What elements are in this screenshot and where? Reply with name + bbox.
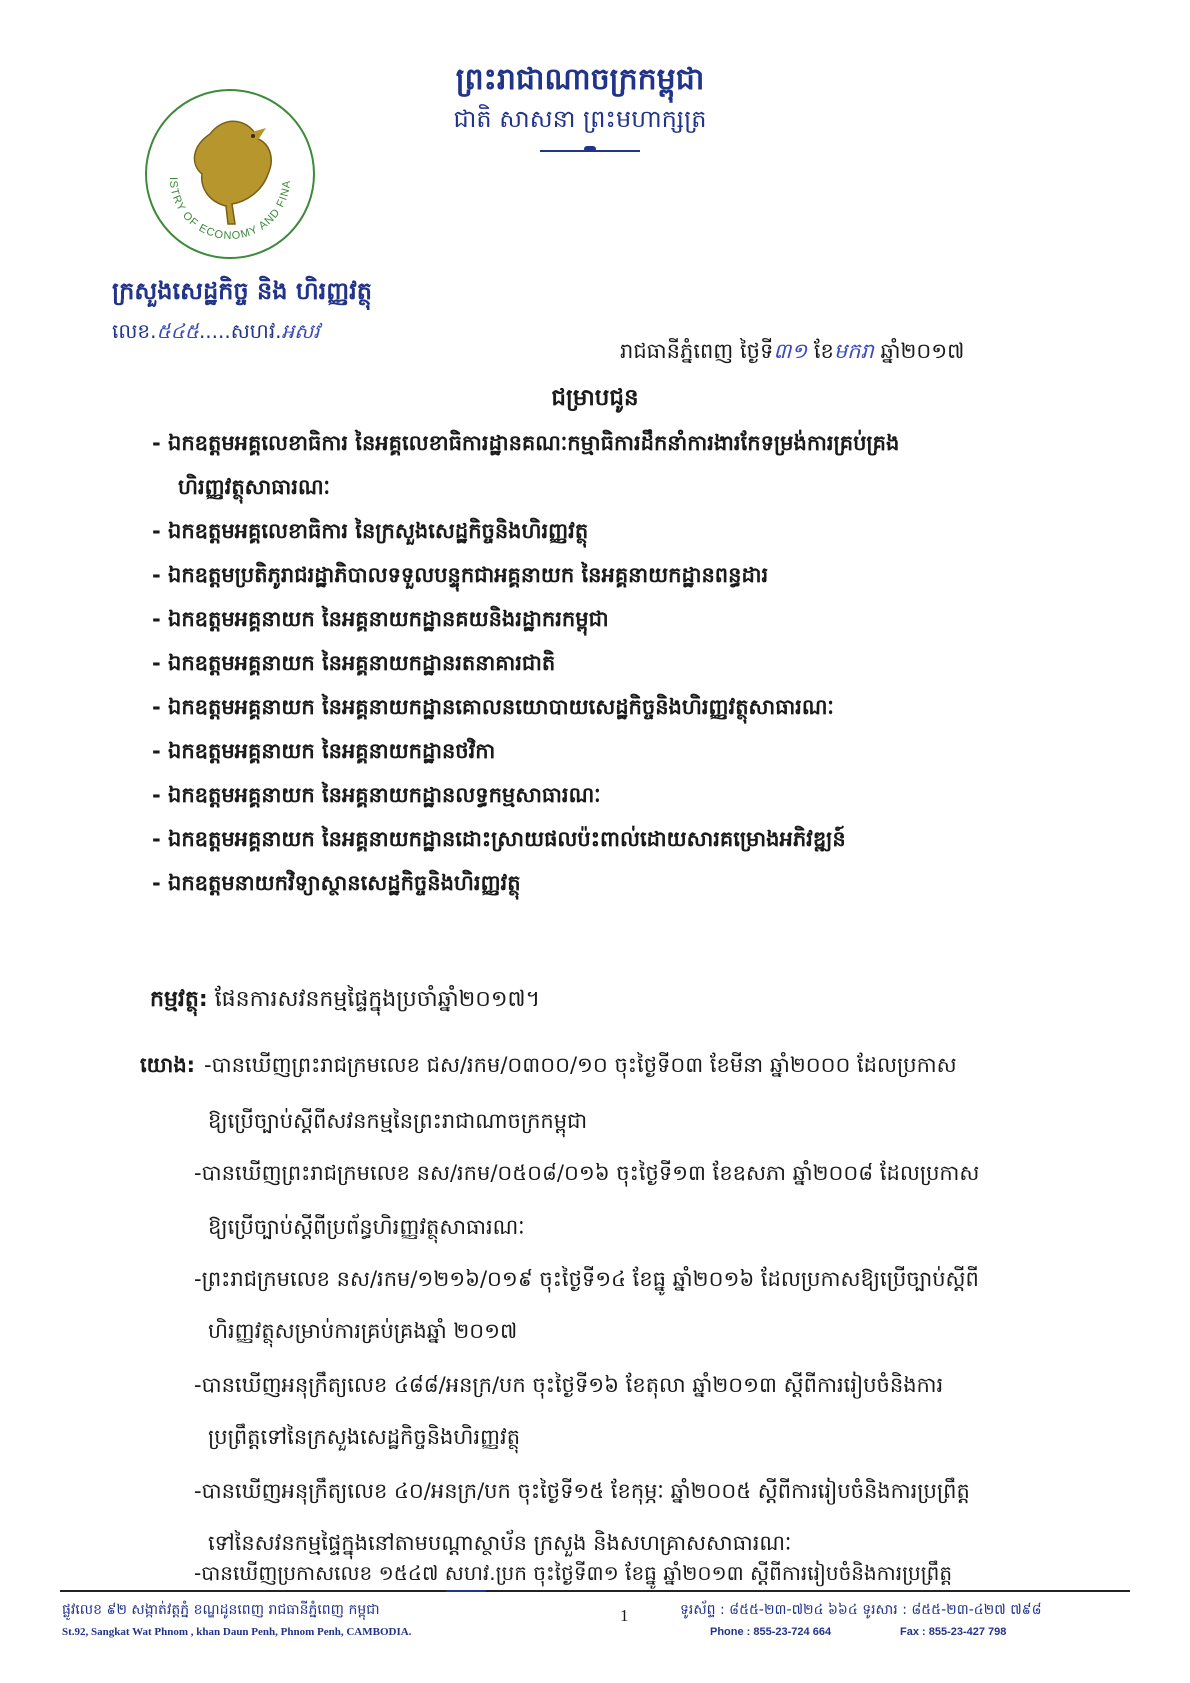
- reference-line: -បានឃើញព្រះរាជក្រមលេខ នស/រកម/០៥០៨/០១៦ ចុះថ្ងៃទី១៣ ខែឧសភា ឆ្នាំ២០០៨ ដែលប្រកាស: [194, 1161, 980, 1185]
- subject-label: កម្មវត្ថុ:: [150, 987, 208, 1012]
- letter-heading: ជម្រាបជូន: [551, 385, 639, 411]
- recipient-line: - ឯកឧត្តមអគ្គលេខាធិការ នៃអគ្គលេខាធិការដ្ឋានគណៈកម្មាធិការដឹកនាំការងារកែទម្រង់ការគ្រប់គ្រង: [152, 431, 900, 455]
- recipient-line: ហិរញ្ញវត្ថុសាធារណៈ: [178, 475, 331, 499]
- footer-phone-english: Phone : 855-23-724 664: [710, 1626, 832, 1638]
- date-prefix: រាជធានីភ្នំពេញ ថ្ងៃទី: [620, 339, 774, 363]
- reference-line: ឱ្យប្រើច្បាប់ស្តីពីសវនកម្មនៃព្រះរាជាណាចក្រកម្ពុជា: [208, 1109, 588, 1133]
- ref-number: ៥៤៥: [156, 319, 199, 343]
- recipient-line: - ឯកឧត្តមអគ្គនាយក នៃអគ្គនាយកដ្ឋានថវិកា: [152, 739, 496, 763]
- date-month-label: ខែ: [813, 339, 834, 363]
- ref-suffix: សហវ.: [230, 319, 282, 343]
- ref-label: លេខ: [112, 319, 151, 343]
- date-line: [620, 338, 964, 369]
- reference-line: -ព្រះរាជក្រមលេខ នស/រកម/១២១៦/០១៩ ចុះថ្ងៃទី១៤ ខែធ្នូ ឆ្នាំ២០១៦ ដែលប្រកាសឱ្យប្រើច្បាប់ស្តីពី: [194, 1267, 979, 1291]
- footer-phone-khmer: ទូរស័ព្ទ : ៨៥៥-២៣-៧២៤ ៦៦៤ ទូរសារ : ៨៥៥-២៣-៤២៧ ៧៩៨: [680, 1602, 1042, 1618]
- ministry-name: ក្រសួងសេដ្ឋកិច្ច និង ហិរញ្ញវត្ថុ: [112, 277, 372, 305]
- motto-divider-ornament: [584, 146, 596, 152]
- recipient-line: - ឯកឧត្តមអគ្គលេខាធិការ នៃក្រសួងសេដ្ឋកិច្ចនិងហិរញ្ញវត្ថុ: [152, 519, 589, 543]
- footer-fax-english: Fax : 855-23-427 798: [900, 1626, 1007, 1638]
- national-motto: ជាតិ សាសនា ព្រះមហាក្សត្រ: [453, 105, 707, 133]
- ministry-seal: [140, 84, 320, 264]
- recipient-line: - ឯកឧត្តមអគ្គនាយក នៃអគ្គនាយកដ្ឋានដោះស្រាយផលប៉ះពាល់ដោយសារគម្រោងអភិវឌ្ឍន៍: [152, 827, 846, 851]
- reference-line: ទៅនៃសវនកម្មផ្ទៃក្នុងនៅតាមបណ្តាស្ថាប័ន ក្រសួង និងសហគ្រាសសាធារណៈ: [208, 1531, 792, 1555]
- recipient-line: - ឯកឧត្តមអគ្គនាយក នៃអគ្គនាយកដ្ឋានលទ្ធកម្មសាធារណៈ: [152, 783, 601, 807]
- date-day: ៣១: [773, 339, 808, 363]
- seal-english-text: ISTRY OF ECONOMY AND FINA: [166, 177, 294, 243]
- page-number: 1: [620, 1606, 629, 1625]
- ref-code: អសវ: [281, 319, 320, 343]
- recipient-line: - ឯកឧត្តមនាយកវិទ្យាស្ថានសេដ្ឋកិច្ចនិងហិរញ្ញវត្ថុ: [152, 871, 521, 895]
- subject-line: [150, 985, 540, 1017]
- footer-address-english: St.92, Sangkat Wat Phnom , khan Daun Penh, Phnom Penh, CAMBODIA.: [62, 1626, 412, 1638]
- recipient-line: - ឯកឧត្តមអគ្គនាយក នៃអគ្គនាយកដ្ឋានគោលនយោបាយសេដ្ឋកិច្ចនិងហិរញ្ញវត្ថុសាធារណៈ: [152, 695, 834, 719]
- footer-address-khmer: ផ្លូវលេខ ៩២ សង្កាត់វត្តភ្នំ ខណ្ឌដូនពេញ រាជធានីភ្នំពេញ កម្ពុជា: [62, 1602, 380, 1618]
- reference-line: ប្រព្រឹត្តទៅនៃក្រសួងសេដ្ឋកិច្ចនិងហិរញ្ញវត្ថុ: [208, 1425, 521, 1449]
- recipient-line: - ឯកឧត្តមអគ្គនាយក នៃអគ្គនាយកដ្ឋានគយនិងរដ្ឋាករកម្ពុជា: [152, 607, 609, 631]
- reference-line: ឱ្យប្រើច្បាប់ស្តីពីប្រព័ន្ធហិរញ្ញវត្ថុសាធារណៈ: [208, 1215, 525, 1239]
- date-month: មករា: [833, 339, 874, 363]
- footer-divider: [60, 1590, 1130, 1592]
- reference-line: -បានឃើញអនុក្រឹត្យលេខ ៤០/អនក្រ/បក ចុះថ្ងៃទី១៥ ខែកុម្ភៈ ឆ្នាំ២០០៥ ស្តីពីការរៀបចំនិងការប្រព្រឹត្ត: [194, 1479, 970, 1503]
- ministry-seal-icon: [140, 84, 320, 264]
- reference-line: -បានឃើញព្រះរាជក្រមលេខ ជស/រកម/០៣០០/១០ ចុះថ្ងៃទី០៣ ខែមីនា ឆ្នាំ២០០០ ដែលប្រកាស: [204, 1053, 957, 1077]
- subject-text: ផែនការសវនកម្មផ្ទៃក្នុងប្រចាំឆ្នាំ២០១៧។: [214, 987, 541, 1012]
- reference-line: ហិរញ្ញវត្ថុសម្រាប់ការគ្រប់គ្រងឆ្នាំ ២០១៧: [208, 1319, 518, 1343]
- recipient-line: - ឯកឧត្តមអគ្គនាយក នៃអគ្គនាយកដ្ឋានរតនាគារជាតិ: [152, 651, 556, 675]
- kingdom-title: ព្រះរាជាណាចក្រកម្ពុជា: [455, 62, 705, 97]
- references-label: យោង:: [140, 1053, 196, 1077]
- reference-line: -បានឃើញអនុក្រឹត្យលេខ ៤៨៨/អនក្រ/បក ចុះថ្ងៃទី១៦ ខែតុលា ឆ្នាំ២០១៣ ស្តីពីការរៀបចំនិងការ: [194, 1373, 944, 1397]
- reference-line: -បានឃើញប្រកាសលេខ ១៥៤៧ សហវ.ប្រក ចុះថ្ងៃទី៣១ ខែធ្នូ ឆ្នាំ២០១៣ ស្តីពីការរៀបចំនិងការប្រព្រឹត្ត: [194, 1561, 953, 1585]
- recipient-line: - ឯកឧត្តមប្រតិភូរាជរដ្ឋាភិបាលទទួលបន្ទុកជាអគ្គនាយក នៃអគ្គនាយកដ្ឋានពន្ធដារ: [152, 563, 769, 587]
- reference-number: លេខ.៥៤៥.....សហវ.អសវ: [112, 319, 320, 343]
- date-year: ឆ្នាំ២០១៧: [880, 339, 965, 363]
